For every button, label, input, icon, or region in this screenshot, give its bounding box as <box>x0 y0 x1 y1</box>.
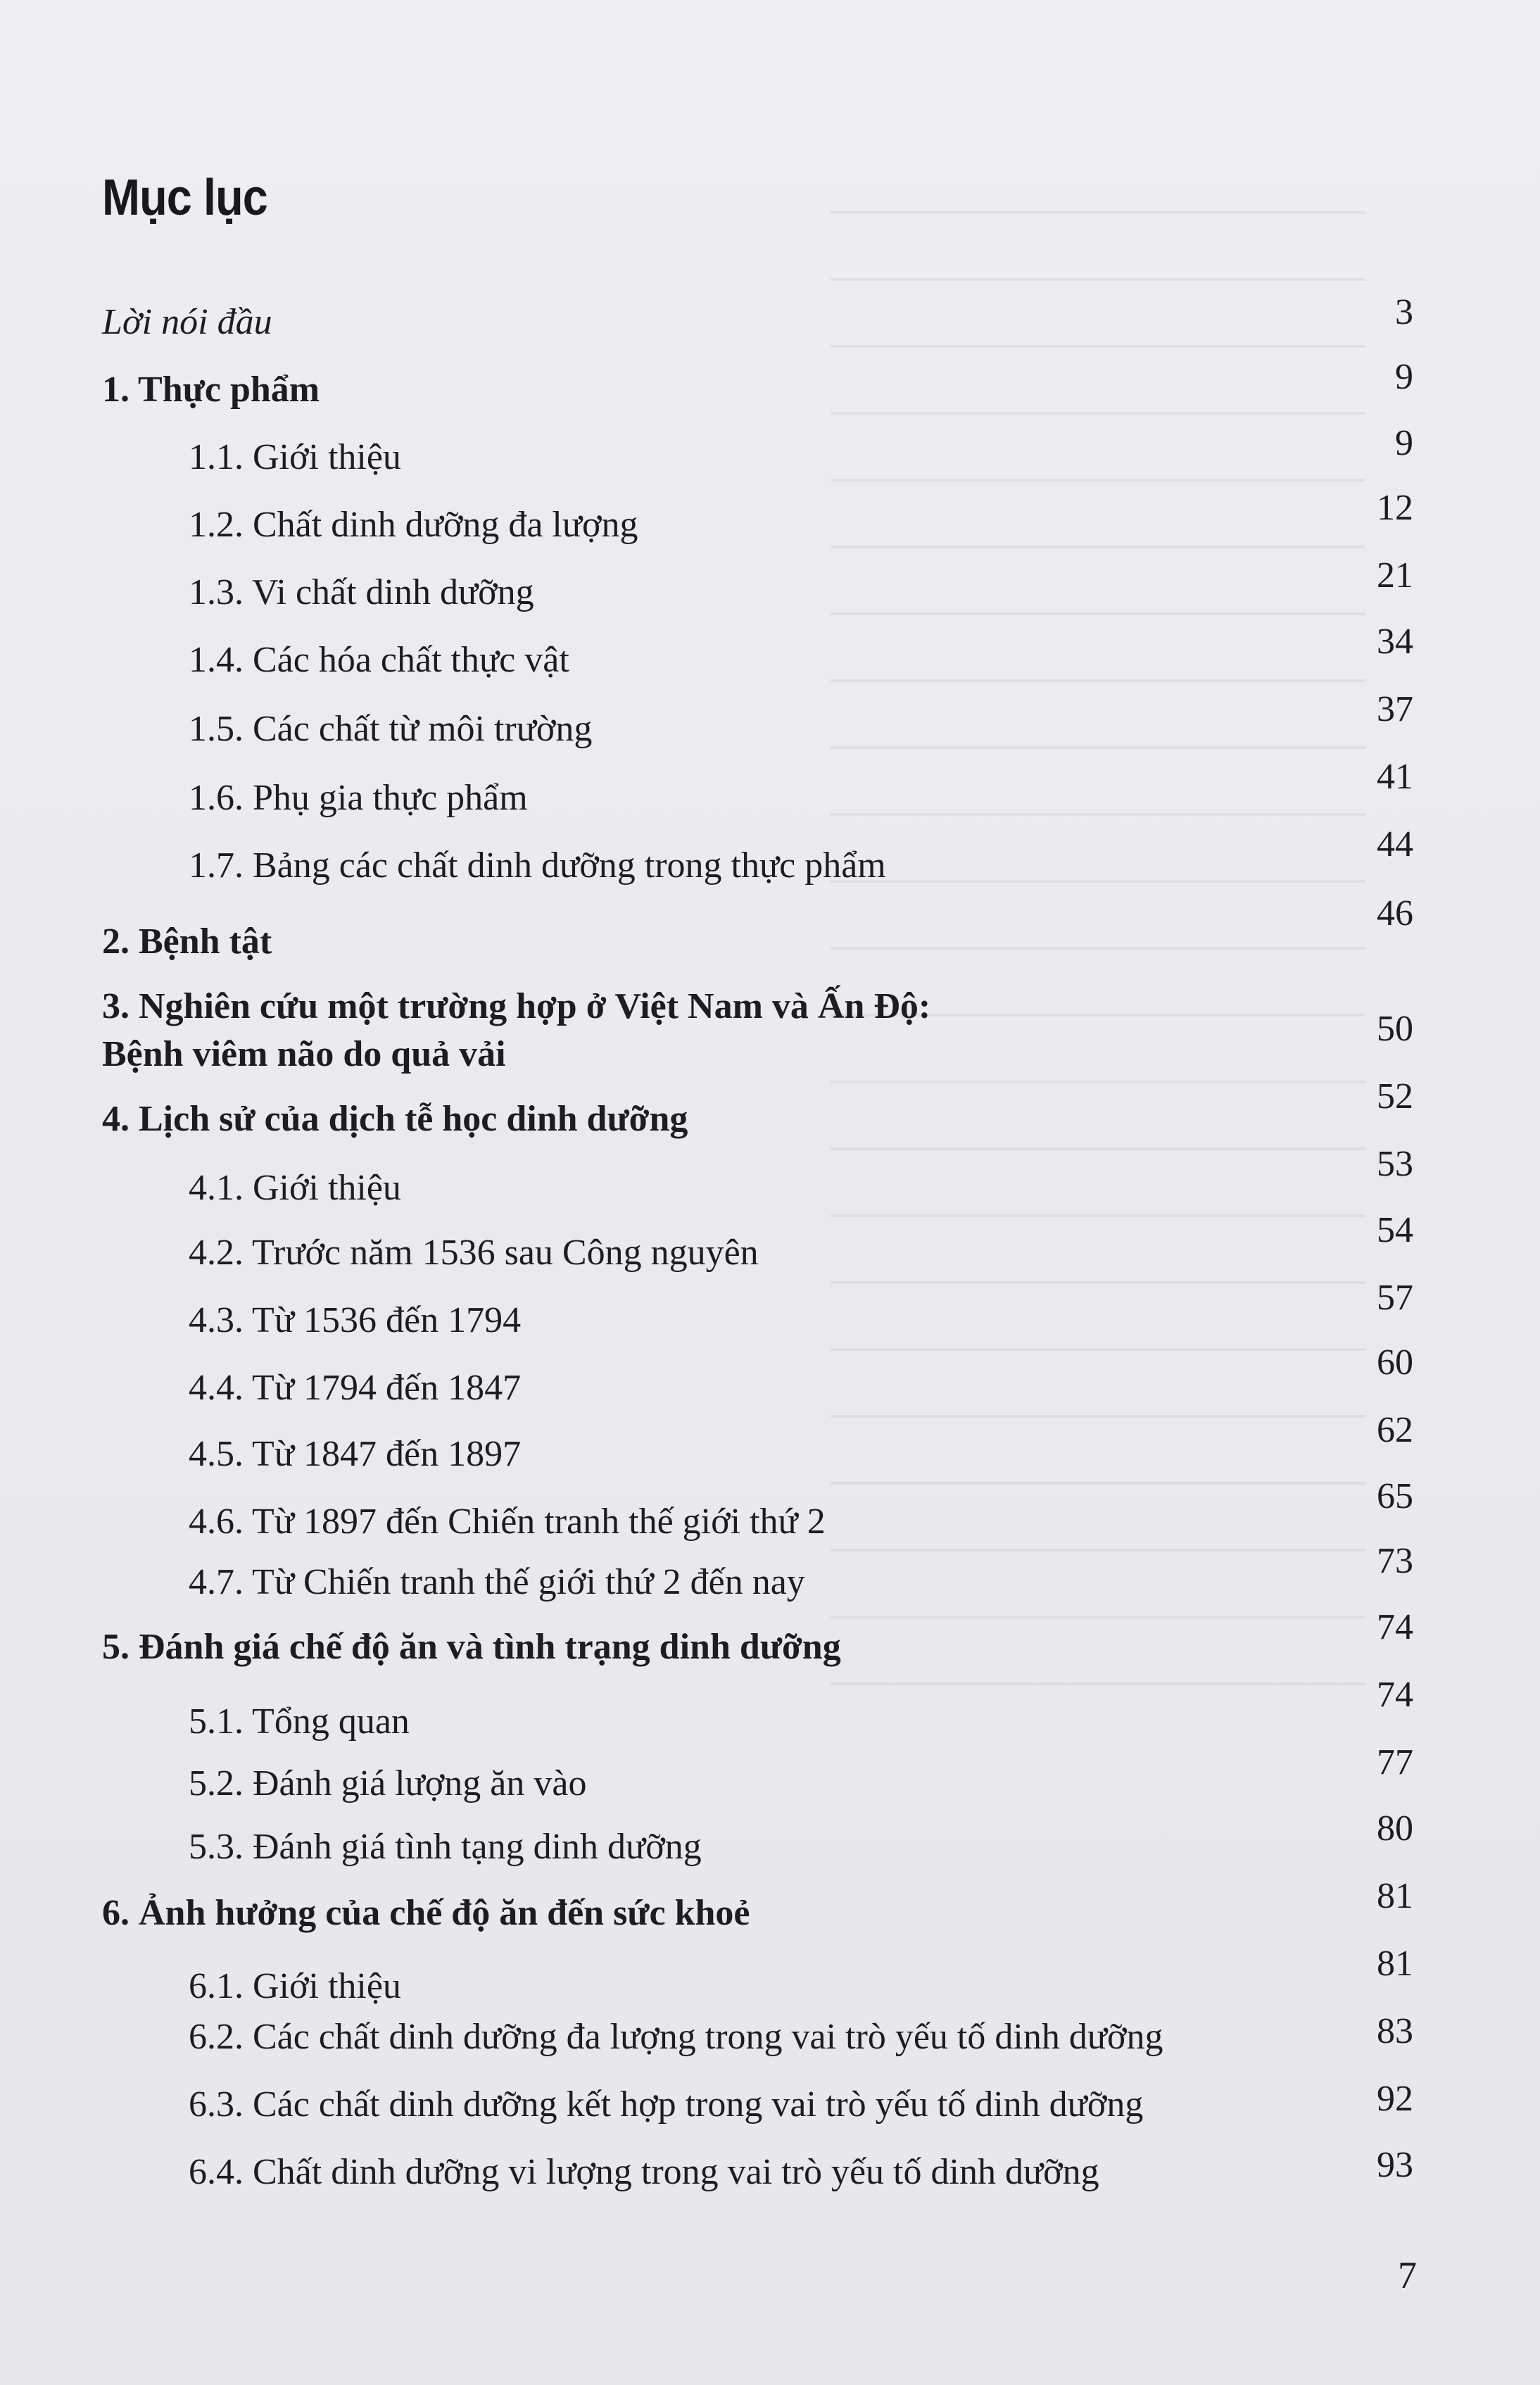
toc-entry-section-6-2: 6.2. Các chất dinh dưỡng đa lượng trong vai trò yếu tố dinh dưỡng <box>189 2017 1163 2057</box>
toc-entry-section-5-2: 5.2. Đánh giá lượng ăn vào <box>189 1763 587 1804</box>
toc-entry-section-4-1: 4.1. Giới thiệu <box>189 1168 401 1208</box>
toc-entry-section-1-4: 1.4. Các hóa chất thực vật <box>189 640 569 680</box>
page-title: Mục lục <box>102 170 267 226</box>
toc-entry-foreword: Lời nói đầu <box>102 302 272 342</box>
toc-entry-chapter-3: 3. Nghiên cứu một trường hợp ở Việt Nam và Ấn Độ: <box>102 986 931 1026</box>
page-number: 3 <box>1395 292 1413 332</box>
page-number: 77 <box>1377 1742 1413 1782</box>
page-number: 74 <box>1377 1675 1413 1715</box>
page-number: 93 <box>1377 2145 1413 2185</box>
page-number: 9 <box>1395 357 1413 397</box>
page-number: 92 <box>1377 2079 1413 2119</box>
toc-entry-section-4-6: 4.6. Từ 1897 đến Chiến tranh thế giới thứ 2 <box>189 1502 826 1542</box>
page-number: 73 <box>1377 1541 1413 1581</box>
page-number: 46 <box>1377 893 1413 933</box>
toc-entry-chapter-2: 2. Bệnh tật <box>102 921 272 962</box>
toc-entry-section-1-3: 1.3. Vi chất dinh dưỡng <box>189 572 534 612</box>
toc-entry-section-1-5: 1.5. Các chất từ môi trường <box>189 709 593 749</box>
toc-entry-section-4-3: 4.3. Từ 1536 đến 1794 <box>189 1300 522 1340</box>
page-number: 12 <box>1377 488 1413 528</box>
toc-entry-section-4-4: 4.4. Từ 1794 đến 1847 <box>189 1368 522 1408</box>
toc-entry-chapter-6: 6. Ảnh hưởng của chế độ ăn đến sức khoẻ <box>102 1893 750 1933</box>
toc-entry-section-1-6: 1.6. Phụ gia thực phẩm <box>189 778 528 818</box>
page-number: 34 <box>1377 622 1413 662</box>
page-number: 62 <box>1377 1410 1413 1450</box>
page-number: 60 <box>1377 1342 1413 1383</box>
toc-entry-chapter-5: 5. Đánh giá chế độ ăn và tình trạng dinh dưỡng <box>102 1627 841 1667</box>
page-number: 81 <box>1377 1944 1413 1984</box>
page-folio: 7 <box>1398 2254 1417 2296</box>
page-number: 52 <box>1377 1076 1413 1116</box>
toc-entry-section-6-1: 6.1. Giới thiệu <box>189 1966 401 2006</box>
toc-entry-section-5-3: 5.3. Đánh giá tình tạng dinh dưỡng <box>189 1827 702 1867</box>
toc-entry-section-4-7: 4.7. Từ Chiến tranh thế giới thứ 2 đến nay <box>189 1562 805 1602</box>
toc-entry-section-1-2: 1.2. Chất dinh dưỡng đa lượng <box>189 505 638 545</box>
page-number: 83 <box>1377 2011 1413 2051</box>
toc-entry-chapter-3-subtitle: Bệnh viêm não do quả vải <box>102 1034 506 1074</box>
toc-entry-chapter-1: 1. Thực phẩm <box>102 370 320 410</box>
toc-entry-section-6-4: 6.4. Chất dinh dưỡng vi lượng trong vai trò yếu tố dinh dưỡng <box>189 2152 1099 2192</box>
toc-entry-section-4-5: 4.5. Từ 1847 đến 1897 <box>189 1434 522 1474</box>
page-number: 37 <box>1377 689 1413 729</box>
page-number: 53 <box>1377 1144 1413 1184</box>
page-number: 57 <box>1377 1278 1413 1318</box>
page-number: 81 <box>1377 1876 1413 1916</box>
page-number: 65 <box>1377 1476 1413 1516</box>
page-number: 41 <box>1377 757 1413 797</box>
toc-entry-chapter-4: 4. Lịch sử của dịch tễ học dinh dưỡng <box>102 1099 688 1139</box>
toc-entry-section-1-7: 1.7. Bảng các chất dinh dưỡng trong thực phẩm <box>189 845 886 886</box>
toc-entry-section-5-1: 5.1. Tổng quan <box>189 1701 410 1742</box>
page-number: 44 <box>1377 824 1413 864</box>
page-number: 74 <box>1377 1607 1413 1647</box>
toc-entry-section-1-1: 1.1. Giới thiệu <box>189 437 401 477</box>
page-number: 80 <box>1377 1808 1413 1849</box>
toc-entry-section-4-2: 4.2. Trước năm 1536 sau Công nguyên <box>189 1233 759 1273</box>
page-number: 21 <box>1377 555 1413 596</box>
page-number: 9 <box>1395 423 1413 463</box>
toc-entry-section-6-3: 6.3. Các chất dinh dưỡng kết hợp trong vai trò yếu tố dinh dưỡng <box>189 2084 1144 2125</box>
page-number: 54 <box>1377 1210 1413 1250</box>
page-number: 50 <box>1377 1009 1413 1049</box>
